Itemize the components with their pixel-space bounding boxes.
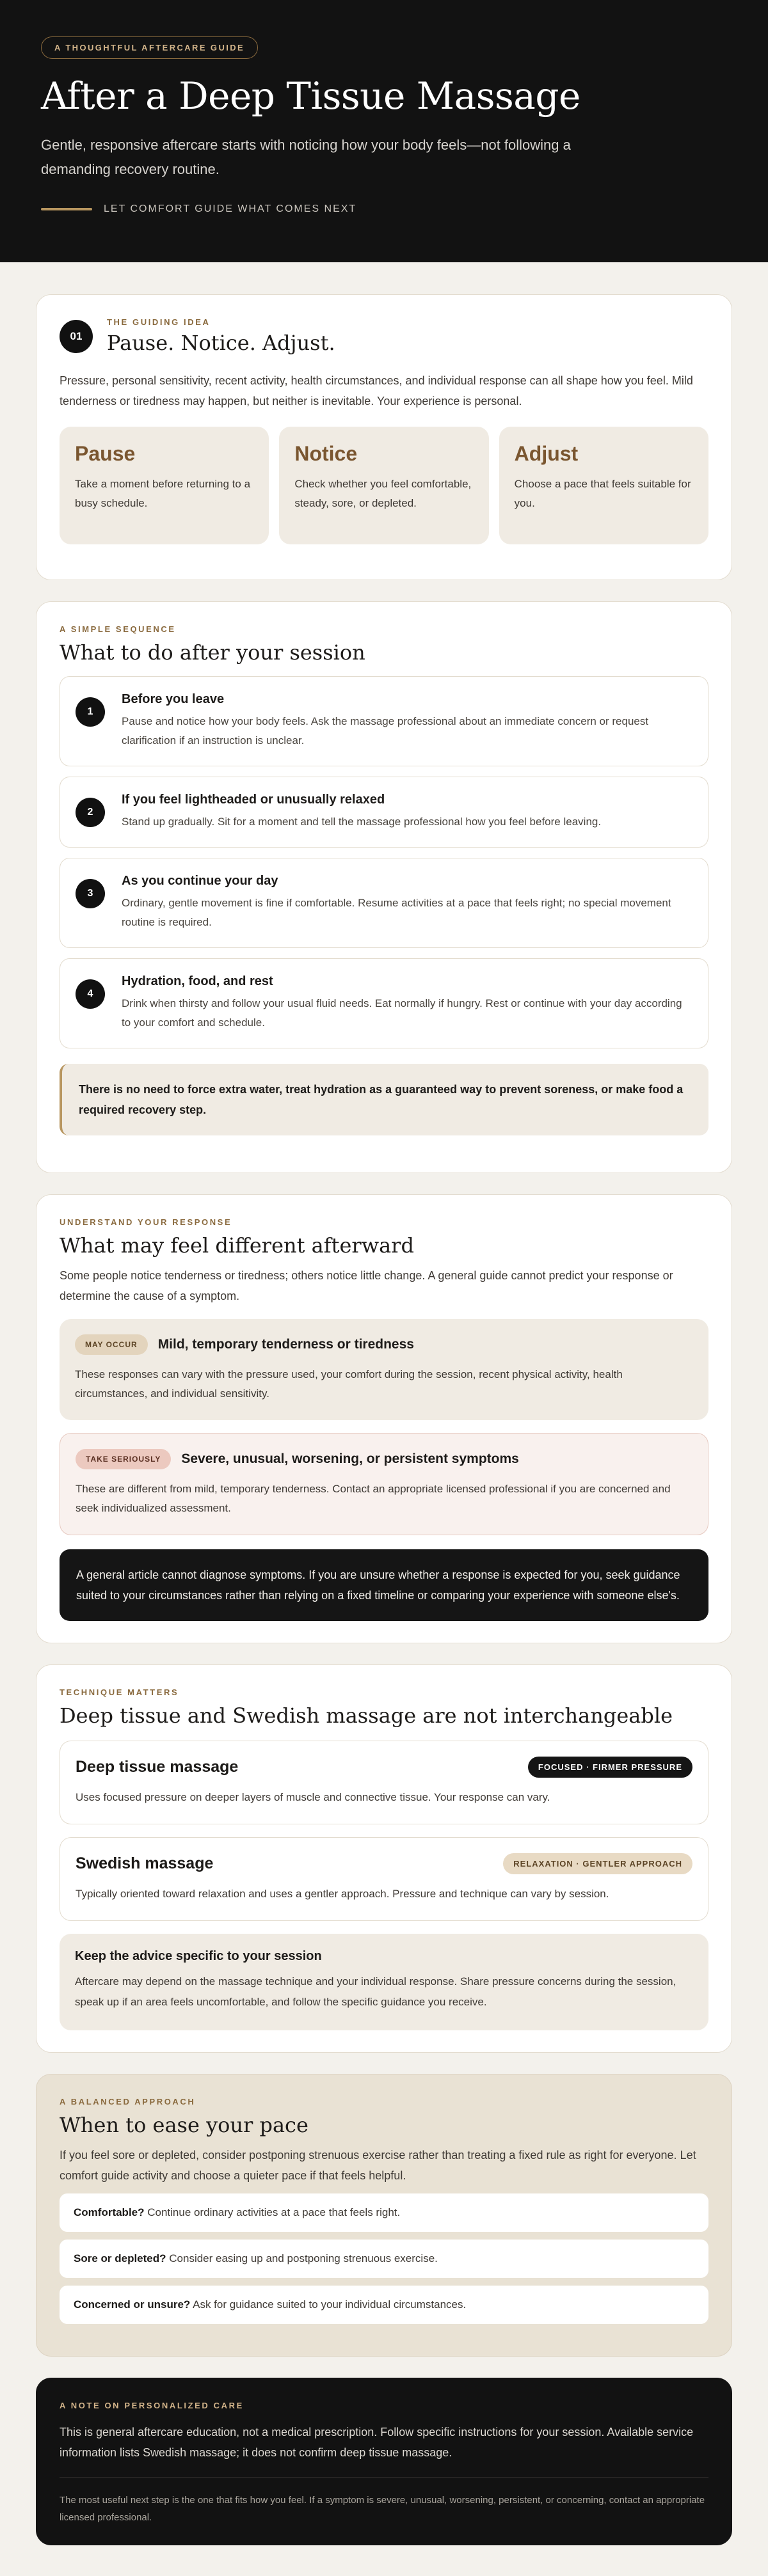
guiding-card <box>36 294 732 580</box>
swedish-badge: RELAXATION · GENTLER APPROACH <box>503 1853 692 1874</box>
ease-label: Sore or depleted? <box>74 2252 166 2264</box>
personal-text: This is general aftercare education, not a medical prescription. Follow specific instructions for your session. Available service information lists Swedish massage; it does not confirm deep tissue massage. <box>60 2426 694 2459</box>
response-eyebrow: UNDERSTAND YOUR RESPONSE <box>60 1217 232 1227</box>
response-intro: Some people notice tenderness or tiredness; others notice little change. A general guide cannot predict your response or determine the cause of a symptom. <box>60 1269 673 1302</box>
swedish-text: Typically oriented toward relaxation and uses a gentler approach. Pressure and technique can vary by session. <box>76 1888 609 1900</box>
guiding-text: Pressure, personal sensitivity, recent activity, health circumstances, and individual response can all shape how you feel. Mild tenderness or tiredness may happen, but neither is inevitable. Your experience is personal. <box>60 374 693 407</box>
mild-response-box <box>60 1319 708 1420</box>
notice-title: Notice <box>294 442 358 465</box>
deep-tissue-text: Uses focused pressure on deeper layers of muscle and connective tissue. Your response can vary. <box>76 1791 550 1803</box>
personal-eyebrow: A NOTE ON PERSONALIZED CARE <box>60 2401 244 2410</box>
advice-box <box>60 1934 708 2030</box>
step-number: 1 <box>76 697 105 727</box>
balanced-eyebrow: A BALANCED APPROACH <box>60 2097 196 2106</box>
ease-label: Comfortable? <box>74 2206 145 2218</box>
serious-title: Severe, unusual, worsening, or persistent symptoms <box>181 1451 519 1466</box>
diagnosis-callout: A general article cannot diagnose symptoms. If you are unsure whether a response is expected for you, seek guidance suited to your circumstances rather than relying on a fixed timeline or comparing your experience with someone else's. <box>60 1549 708 1621</box>
step-number: 3 <box>76 879 105 908</box>
technique-eyebrow: TECHNIQUE MATTERS <box>60 1687 179 1697</box>
guiding-title: Pause. Notice. Adjust. <box>107 331 335 355</box>
ease-text: Consider easing up and postponing strenuous exercise. <box>169 2252 438 2264</box>
tagline-rule <box>41 208 92 210</box>
pause-text: Take a moment before returning to a busy schedule. <box>75 478 251 509</box>
step-number: 4 <box>76 979 105 1009</box>
step-text: Ordinary, gentle movement is fine if comfortable. Resume activities at a pace that feels right; no special movement routine is required. <box>122 897 671 928</box>
ease-item <box>60 2240 708 2278</box>
step-title: As you continue your day <box>122 874 278 888</box>
response-title: What may feel different afterward <box>60 1233 414 1258</box>
balanced-text: If you feel sore or depleted, consider postponing strenuous exercise rather than treating a fixed rule as right for everyone. Let comfort guide activity and choose a quieter pace if that feels helpful. <box>60 2149 696 2182</box>
page-bottom-spacer <box>0 2545 768 2576</box>
swedish-box <box>60 1837 708 1921</box>
sequence-title: What to do after your session <box>60 640 365 665</box>
hero-tagline <box>41 203 727 215</box>
advice-title: Keep the advice specific to your session <box>75 1949 322 1963</box>
adjust-box <box>499 427 708 544</box>
serious-response-box <box>60 1433 708 1535</box>
ease-item <box>60 2286 708 2324</box>
step-item <box>60 958 708 1048</box>
deep-tissue-box <box>60 1741 708 1824</box>
pause-title: Pause <box>75 442 136 465</box>
section-number: 01 <box>60 320 93 353</box>
hydration-note: There is no need to force extra water, treat hydration as a guaranteed way to prevent soreness, or make food a required recovery step. <box>60 1064 708 1135</box>
adjust-text: Choose a pace that feels suitable for you. <box>514 478 691 509</box>
personal-small-text: The most useful next step is the one that fits how you feel. If a symptom is severe, unusual, worsening, persistent, or concerning, contact an appropriate licensed professional. <box>60 2495 705 2523</box>
notice-box <box>279 427 488 544</box>
balanced-card <box>36 2074 732 2357</box>
may-occur-badge: MAY OCCUR <box>75 1334 148 1355</box>
deep-tissue-title: Deep tissue massage <box>76 1758 239 1776</box>
step-item <box>60 858 708 948</box>
step-item <box>60 676 708 766</box>
step-text: Stand up gradually. Sit for a moment and tell the massage professional how you feel before leaving. <box>122 816 602 828</box>
mild-title: Mild, temporary tenderness or tiredness <box>157 1337 414 1352</box>
step-text: Drink when thirsty and follow your usual fluid needs. Eat normally if hungry. Rest or continue with your day according to your comfort and schedule. <box>122 997 682 1029</box>
tagline-text: LET COMFORT GUIDE WHAT COMES NEXT <box>104 203 357 214</box>
deep-tissue-badge: FOCUSED · FIRMER PRESSURE <box>528 1757 692 1778</box>
step-number: 2 <box>76 798 105 827</box>
hero-subtitle: Gentle, responsive aftercare starts with noticing how your body feels—not following a demanding recovery routine. <box>41 137 571 177</box>
sequence-eyebrow: A SIMPLE SEQUENCE <box>60 624 176 634</box>
technique-title: Deep tissue and Swedish massage are not interchangeable <box>60 1703 673 1728</box>
mild-text: These responses can vary with the pressure used, your comfort during the session, recent physical activity, health circumstances, and individual sensitivity. <box>75 1368 623 1400</box>
hero-pill: A THOUGHTFUL AFTERCARE GUIDE <box>41 36 258 59</box>
ease-item <box>60 2193 708 2232</box>
step-title: If you feel lightheaded or unusually relaxed <box>122 793 385 807</box>
sequence-card <box>36 601 732 1173</box>
step-title: Hydration, food, and rest <box>122 974 273 988</box>
ease-text: Ask for guidance suited to your individual circumstances. <box>193 2298 467 2311</box>
ease-text: Continue ordinary activities at a pace that feels right. <box>147 2206 401 2218</box>
response-card <box>36 1194 732 1643</box>
pause-box <box>60 427 269 544</box>
personal-note-card <box>36 2378 732 2545</box>
swedish-title: Swedish massage <box>76 1854 214 1872</box>
step-text: Pause and notice how your body feels. Ask the massage professional about an immediate concern or request clarification if an instruction is unclear. <box>122 715 649 747</box>
hero <box>0 0 768 262</box>
ease-label: Concerned or unsure? <box>74 2298 191 2311</box>
adjust-title: Adjust <box>514 442 579 465</box>
guiding-header <box>60 317 708 355</box>
step-item <box>60 777 708 848</box>
advice-text: Aftercare may depend on the massage technique and your individual response. Share pressure concerns during the session, speak up if an area feels uncomfortable, and follow the specific guidance you receive. <box>75 1975 676 2008</box>
notice-text: Check whether you feel comfortable, steady, sore, or depleted. <box>294 478 472 509</box>
page-title: After a Deep Tissue Massage <box>41 74 580 118</box>
guiding-eyebrow: THE GUIDING IDEA <box>107 317 211 327</box>
steps-list <box>60 676 708 1048</box>
pause-notice-adjust <box>60 427 708 544</box>
take-seriously-badge: TAKE SERIOUSLY <box>76 1449 171 1469</box>
technique-card <box>36 1664 732 2053</box>
balanced-title: When to ease your pace <box>60 2113 308 2137</box>
serious-text: These are different from mild, temporary tenderness. Contact an appropriate licensed professional if you are concerned and seek individualized assessment. <box>76 1483 671 1514</box>
step-title: Before you leave <box>122 692 225 706</box>
